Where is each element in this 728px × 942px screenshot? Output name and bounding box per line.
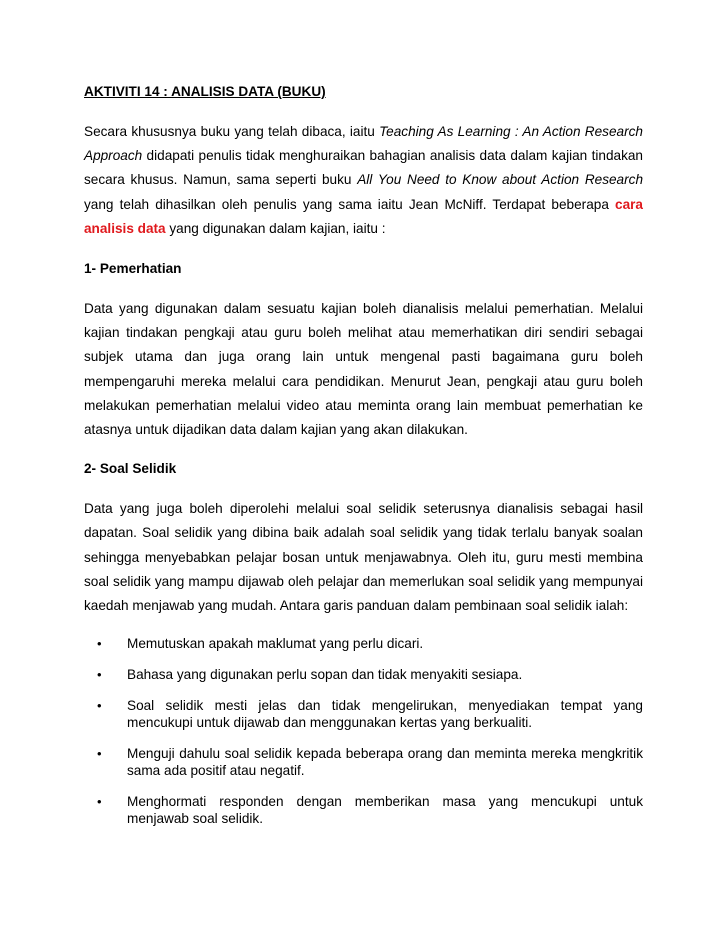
intro-text-3: yang telah dihasilkan oleh penulis yang sama iaitu Jean McNiff. Terdapat beberapa: [84, 196, 616, 212]
bullet-icon: •: [97, 746, 102, 762]
list-item-text: Menguji dahulu soal selidik kepada beberapa orang dan meminta mereka mengkritik sama ada positif atau negatif.: [127, 746, 643, 779]
bullet-icon: •: [97, 636, 102, 652]
bullet-icon: •: [97, 794, 102, 810]
bullet-icon: •: [97, 698, 102, 714]
list-item-text: Bahasa yang digunakan perlu sopan dan tidak menyakiti sesiapa.: [127, 667, 523, 683]
document-page: [84, 82, 643, 841]
list-item: [84, 635, 643, 652]
list-item: [84, 666, 643, 683]
section-heading-soal-selidik: 2- Soal Selidik: [84, 461, 177, 477]
list-item: [84, 697, 643, 731]
book-title-1: Teaching As Learning : An Action Research Approach: [84, 124, 643, 164]
intro-text-2: didapati penulis tidak menghuraikan bahagian analisis data dalam kajian tindakan secara khusus. Namun, sama seperti buku: [84, 148, 643, 188]
intro-text-4: yang digunakan dalam kajian, iaitu :: [165, 220, 386, 236]
pemerhatian-paragraph: Data yang digunakan dalam sesuatu kajian boleh dianalisis melalui pemerhatian. Melalui kajian tindakan pengkaji atau guru boleh melihat atau memerhatikan diri sendiri sebagai subjek utama dan juga orang lain untuk mengenal pasti bagaimana guru boleh mempengaruhi mereka melalui cara pendidikan. Menurut Jean, pengkaji atau guru boleh melakukan pemerhatian melalui video atau meminta orang lain membuat pemerhatian ke atasnya untuk dijadikan data dalam kajian yang akan dilakukan.: [84, 301, 643, 438]
list-item-text: Soal selidik mesti jelas dan tidak mengelirukan, menyediakan tempat yang mencukupi untuk dijawab dan menggunakan kertas yang berkualiti.: [127, 698, 643, 731]
list-item-text: Memutuskan apakah maklumat yang perlu dicari.: [127, 636, 424, 652]
list-item: [84, 745, 643, 779]
intro-paragraph: [84, 120, 643, 241]
section-heading-pemerhatian: 1- Pemerhatian: [84, 261, 182, 277]
document-title: AKTIVITI 14 : ANALISIS DATA (BUKU): [84, 84, 326, 99]
bullet-icon: •: [97, 667, 102, 683]
guideline-list: [84, 635, 643, 827]
list-item-text: Menghormati responden dengan memberikan masa yang mencukupi untuk menjawab soal selidik.: [127, 794, 643, 827]
highlighted-phrase: cara analisis data: [84, 196, 643, 236]
list-item: [84, 793, 643, 827]
book-title-2: All You Need to Know about Action Research: [357, 172, 644, 188]
soal-selidik-paragraph: Data yang juga boleh diperolehi melalui soal selidik seterusnya dianalisis sebagai hasil dapatan. Soal selidik yang dibina baik adalah soal selidik yang tidak terlalu banyak soalan sehingga menyebabkan pelajar bosan untuk menjawabnya. Oleh itu, guru mesti membina soal selidik yang mampu dijawab oleh pelajar dan memerlukan soal selidik yang mempunyai kaedah menjawab yang mudah. Antara garis panduan dalam pembinaan soal selidik ialah:: [84, 501, 643, 614]
intro-text-1: Secara khususnya buku yang telah dibaca, iaitu: [84, 124, 380, 139]
